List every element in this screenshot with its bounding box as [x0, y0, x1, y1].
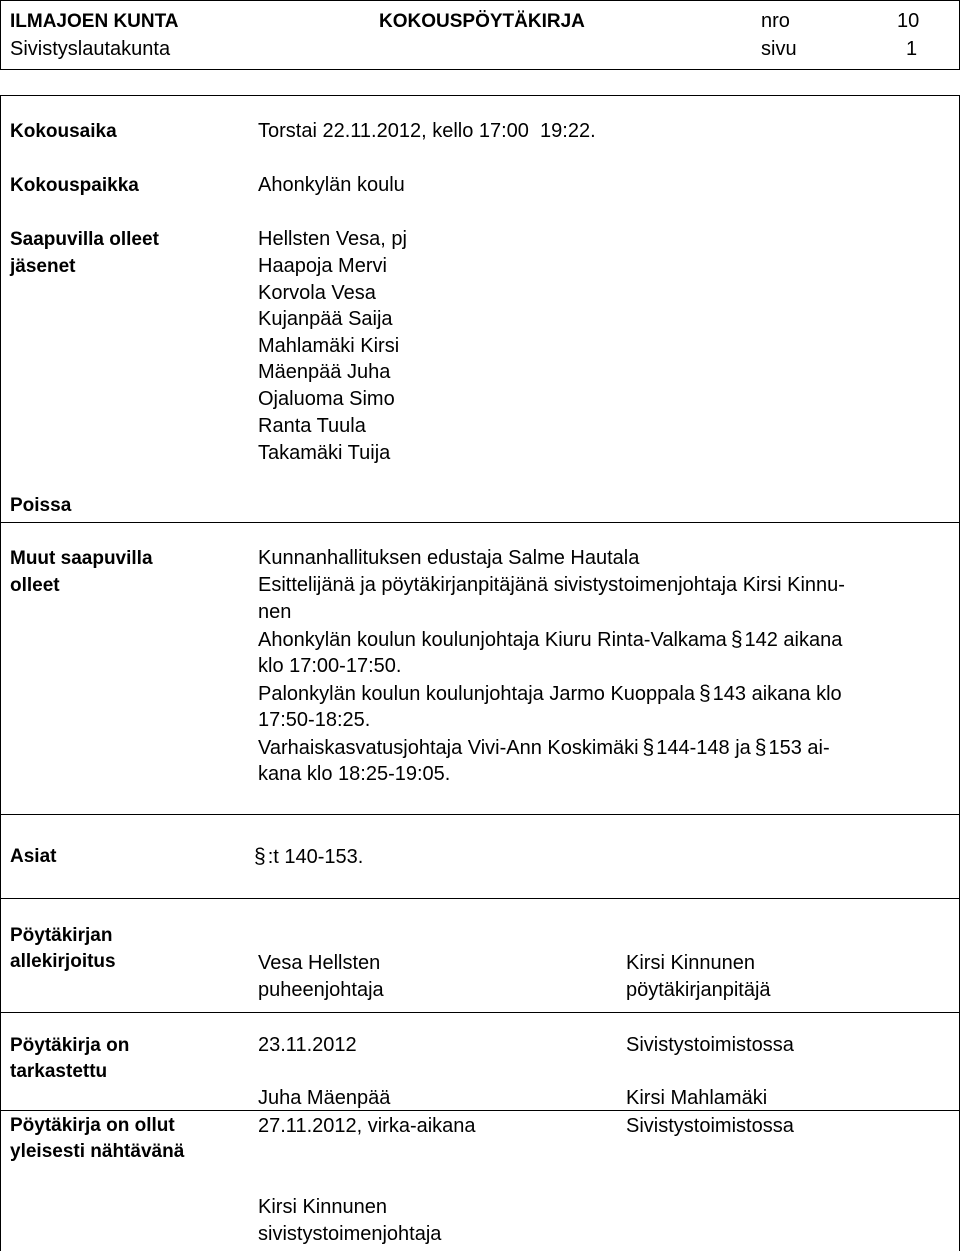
- list-item: Ranta Tuula: [258, 415, 366, 437]
- board-name: Sivistyslautakunta: [10, 38, 171, 60]
- municipality-name: ILMAJOEN KUNTA: [10, 11, 179, 32]
- section-sign-icon: §: [698, 682, 711, 705]
- others-line-2: Esittelijänä ja pöytäkirjanpitäjänä sivistystoimenjohtaja Kirsi Kinnu-: [258, 574, 845, 596]
- public-date: 27.11.2012, virka-aikana: [258, 1115, 476, 1137]
- sivu-value: 1: [906, 38, 918, 60]
- others-line-4-tail: 142 aikana: [744, 629, 843, 651]
- others-line-1: Kunnanhallituksen edustaja Salme Hautala: [258, 547, 640, 569]
- public-label-line2: yleisesti nähtävänä: [10, 1141, 185, 1162]
- sivu-label: sivu: [761, 38, 797, 60]
- divider-public-row: [0, 1110, 960, 1111]
- nro-value: 10: [897, 10, 920, 32]
- section-sign-icon: §: [754, 736, 767, 759]
- divider-before-others: [0, 522, 960, 523]
- checker-2-name: Kirsi Mahlamäki: [626, 1087, 768, 1109]
- signatures-label-line1: Pöytäkirjan: [10, 925, 113, 946]
- list-item: Kujanpää Saija: [258, 308, 393, 330]
- list-item: Mäenpää Juha: [258, 361, 391, 383]
- others-label-line1: Muut saapuvilla: [10, 548, 153, 569]
- others-line-4-text: Ahonkylän koulun koulunjohtaja Kiuru Rinta-Valkama: [258, 629, 727, 651]
- nro-label: nro: [761, 10, 790, 32]
- document-type: KOKOUSPÖYTÄKIRJA: [379, 11, 585, 32]
- others-line-7: 17:50-18:25.: [258, 709, 371, 731]
- signatures-label-line2: allekirjoitus: [10, 951, 116, 972]
- others-line-8: [258, 734, 830, 762]
- section-sign-icon: §: [642, 736, 655, 759]
- others-line-8-mid: 144-148 ja: [656, 737, 751, 759]
- absent-label: Poissa: [10, 495, 72, 516]
- present-label-line1: Saapuvilla olleet: [10, 229, 159, 250]
- others-line-8-text: Varhaiskasvatusjohtaja Vivi-Ann Koskimäki: [258, 737, 639, 759]
- meeting-time-label: Kokousaika: [10, 121, 117, 142]
- secretary-name: Kirsi Kinnunen: [626, 952, 755, 974]
- matters-label: Asiat: [10, 846, 57, 867]
- public-signer-role: sivistystoimenjohtaja: [258, 1223, 442, 1245]
- chair-role: puheenjohtaja: [258, 979, 384, 1001]
- list-item: Takamäki Tuija: [258, 442, 391, 464]
- section-sign-icon: §: [730, 628, 743, 651]
- present-label-line2: jäsenet: [10, 256, 76, 277]
- list-item: Haapoja Mervi: [258, 255, 387, 277]
- section-sign-icon: §: [254, 845, 266, 868]
- others-line-9: kana klo 18:25-19:05.: [258, 763, 451, 785]
- others-line-6-tail: 143 aikana klo: [712, 683, 842, 705]
- matters-value: [254, 843, 363, 871]
- public-signer-name: Kirsi Kinnunen: [258, 1196, 387, 1218]
- secretary-role: pöytäkirjanpitäjä: [626, 979, 771, 1001]
- public-label-line1: Pöytäkirja on ollut: [10, 1115, 175, 1136]
- meeting-place-label: Kokouspaikka: [10, 175, 139, 196]
- others-line-3: nen: [258, 601, 292, 623]
- checked-label-line1: Pöytäkirja on: [10, 1035, 130, 1056]
- divider-before-signatures: [0, 898, 960, 899]
- checked-date: 23.11.2012: [258, 1034, 357, 1056]
- others-line-6-text: Palonkylän koulun koulunjohtaja Jarmo Kuoppala: [258, 683, 695, 705]
- others-line-6: [258, 680, 842, 708]
- checked-place: Sivistystoimistossa: [626, 1034, 794, 1056]
- matters-range: :t 140-153.: [267, 846, 364, 868]
- checked-label-line2: tarkastettu: [10, 1061, 108, 1082]
- meeting-place-value: Ahonkylän koulu: [258, 174, 405, 196]
- public-place: Sivistystoimistossa: [626, 1115, 794, 1137]
- checker-1-name: Juha Mäenpää: [258, 1087, 391, 1109]
- list-item: Hellsten Vesa, pj: [258, 228, 407, 250]
- others-label-line2: olleet: [10, 575, 60, 596]
- chair-name: Vesa Hellsten: [258, 952, 381, 974]
- meeting-time-value: Torstai 22.11.2012, kello 17:00 19:22.: [258, 120, 596, 142]
- others-line-8-tail: 153 ai-: [768, 737, 830, 759]
- list-item: Mahlamäki Kirsi: [258, 335, 400, 357]
- list-item: Korvola Vesa: [258, 282, 376, 304]
- others-line-4: [258, 626, 842, 654]
- others-line-5: klo 17:00-17:50.: [258, 655, 402, 677]
- divider-signature-rows: [0, 1012, 960, 1013]
- main-frame: [0, 95, 960, 1251]
- list-item: Ojaluoma Simo: [258, 388, 395, 410]
- divider-before-matters: [0, 814, 960, 815]
